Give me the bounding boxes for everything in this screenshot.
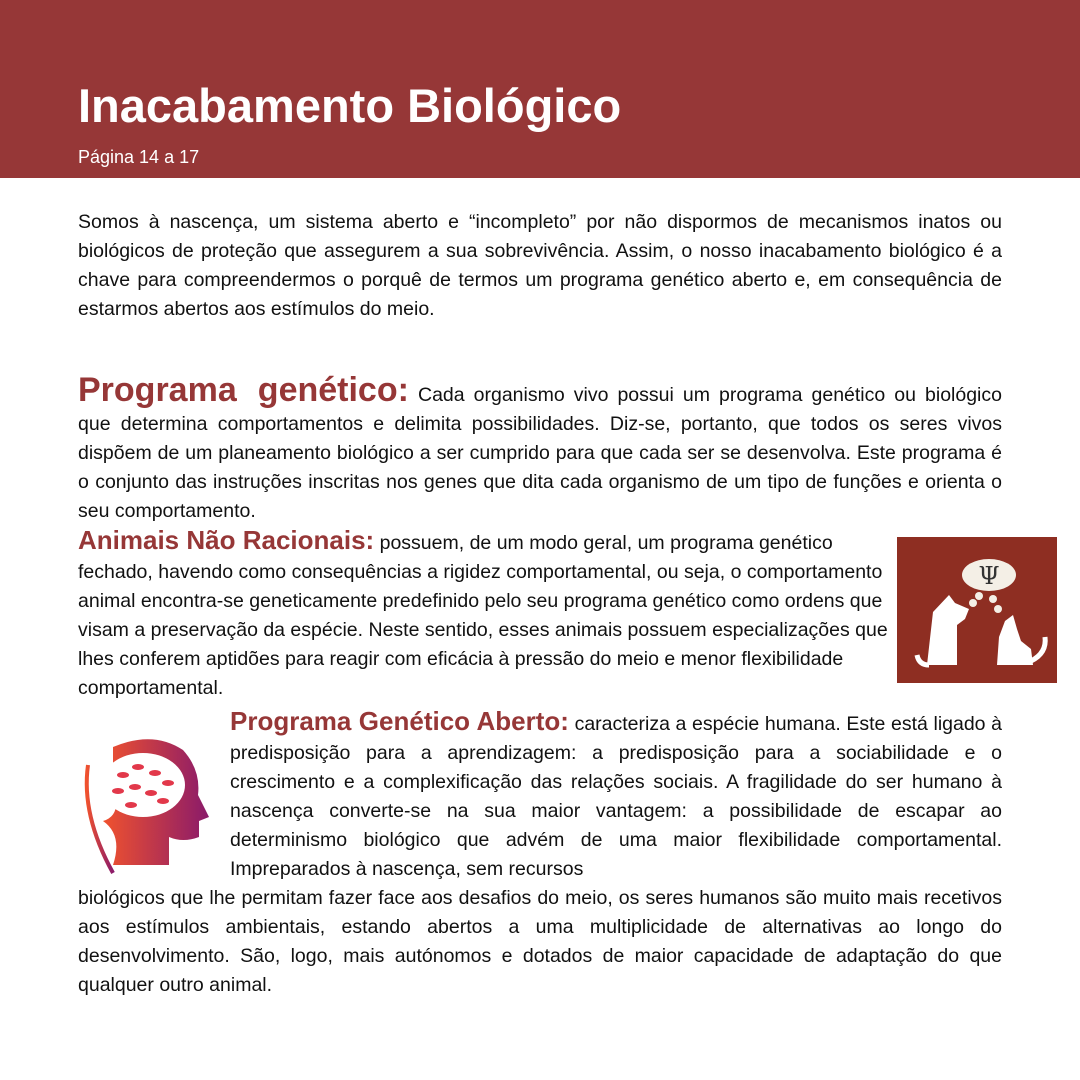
document-body: [78, 208, 1002, 1000]
programa-aberto-heading: Programa Genético Aberto:: [230, 706, 569, 736]
human-head-brain-image: [73, 725, 213, 875]
programa-aberto-paragraph: [230, 707, 1002, 884]
dog-cat-psychology-image: [897, 537, 1057, 683]
programa-genetico-heading: Programa genético:: [78, 371, 409, 409]
animais-text: possuem, de um modo geral, um programa genético fechado, havendo como consequências a rigidez comportamental, ou seja, o comportamento animal encontra-se geneticamente predefinido pelo seu programa genético como ordens que visam a preservação da espécie. Neste sentido, esses animais possuem especializações que lhes conferem aptidões para reagir com eficácia à pressão do meio e menor flexibilidade comportamental.: [78, 532, 888, 699]
animais-paragraph: [78, 526, 888, 703]
header-banner: [0, 0, 1080, 178]
page-title: Inacabamento Biológico: [78, 79, 622, 132]
programa-aberto-continuation: biológicos que lhe permitam fazer face aos desafios do meio, os seres humanos são muito mais recetivos aos estímulos ambientais, estando abertos a uma multiplicidade de alternativas ao longo do desenvolvimento. São, logo, mais autónomos e dotados de maior capacidade de adaptação do que qualquer outro animal.: [78, 887, 1002, 996]
programa-genetico-paragraph: [78, 371, 1002, 526]
page-range: Página 14 a 17: [78, 147, 200, 167]
programa-genetico-text: Cada organismo vivo possui um programa genético ou biológico que determina comportamentos e delimita possibilidades. Diz-se, portanto, que todos os seres vivos dispõem de um planeamento biológico a ser cumprido para que cada ser se desenvolva. Este programa é o conjunto das instruções inscritas nos genes que dita cada organismo de um tipo de funções e orienta o seu comportamento.: [78, 384, 1002, 522]
programa-aberto-text: caracteriza a espécie humana. Este está ligado à predisposição para a aprendizagem: a predisposição para a sociabilidade e o crescimento e a complexificação das relações sociais. A fragilidade do ser humano à nascença converte-se na sua maior vantagem: a possibilidade de escapar ao determinismo biológico que advém de uma maior flexibilidade comportamental. Impreparados à nascença, sem recursos: [230, 713, 1002, 880]
psi-symbol: Ψ: [978, 562, 1000, 590]
animais-heading: Animais Não Racionais:: [78, 525, 375, 555]
intro-paragraph: Somos à nascença, um sistema aberto e “incompleto” por não dispormos de mecanismos inatos ou biológicos de proteção que assegurem a sua sobrevivência. Assim, o nosso inacabamento biológico é a chave para compreendermos o porquê de termos um programa genético aberto e, em consequência de estarmos abertos aos estímulos do meio.: [78, 211, 1002, 320]
